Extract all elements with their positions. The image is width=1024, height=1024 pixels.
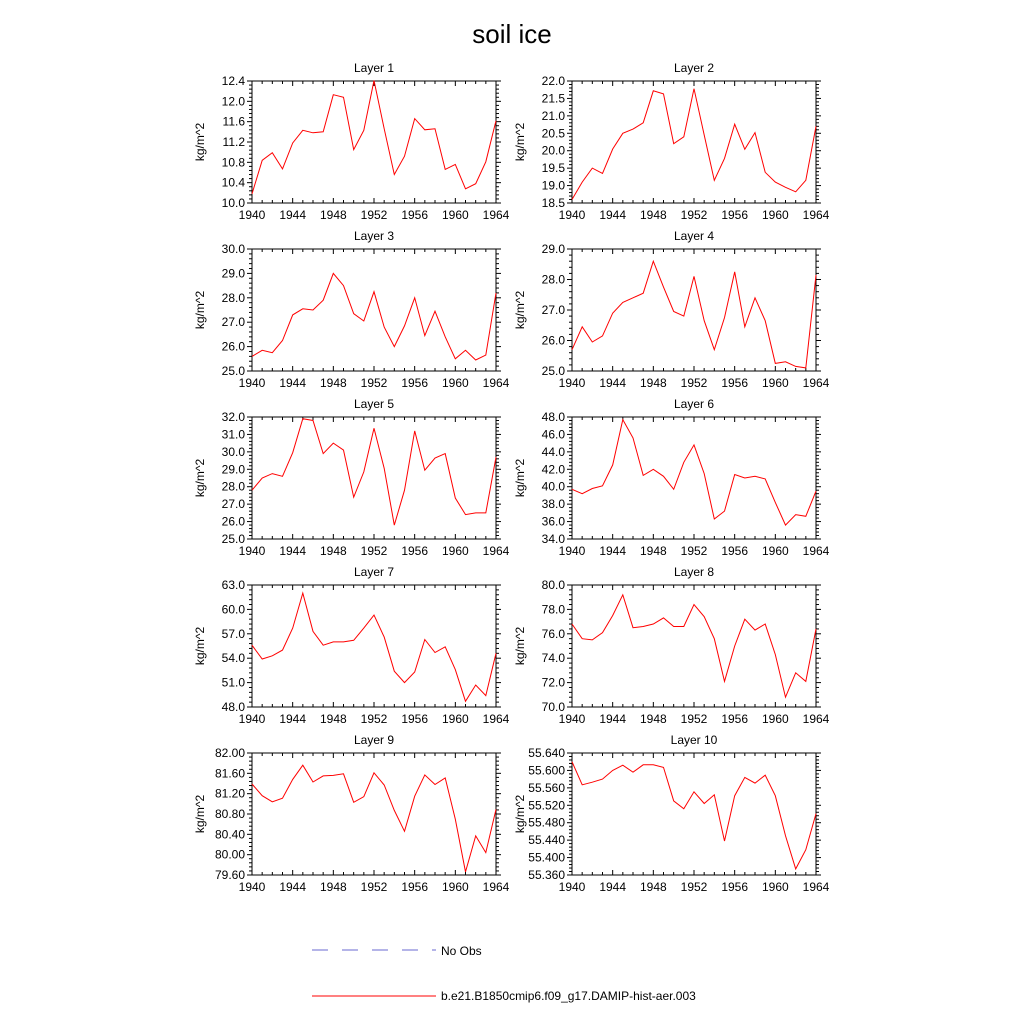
y-tick-label: 48.0: [221, 700, 245, 714]
series-line: [252, 593, 496, 701]
x-tick-label: 1948: [319, 544, 347, 558]
y-axis-label: kg/m^2: [513, 626, 527, 666]
y-tick-label: 25.0: [541, 364, 565, 378]
y-axis-label: kg/m^2: [513, 794, 527, 834]
y-tick-label: 60.0: [221, 602, 245, 617]
x-tick-label: 1944: [279, 880, 307, 894]
panel-title: Layer 10: [670, 733, 718, 747]
x-tick-label: 1956: [401, 208, 429, 222]
y-tick-label: 10.4: [221, 175, 245, 190]
y-tick-label: 72.0: [541, 675, 565, 690]
y-tick-label: 42.0: [541, 462, 565, 477]
legend-obs-label: No Obs: [441, 944, 482, 958]
x-tick-label: 1944: [599, 712, 627, 726]
x-tick-label: 1960: [441, 544, 469, 558]
x-tick-label: 1948: [639, 544, 667, 558]
y-axis-label: kg/m^2: [513, 122, 527, 162]
y-tick-label: 27.0: [221, 315, 245, 330]
y-tick-label: 80.40: [214, 827, 245, 842]
panel-title: Layer 1: [353, 61, 395, 75]
x-tick-label: 1948: [319, 880, 347, 894]
x-tick-label: 1952: [680, 376, 708, 390]
panel-layer-6: [513, 397, 830, 558]
y-tick-label: 25.0: [221, 532, 245, 546]
y-tick-label: 26.0: [221, 514, 245, 529]
y-axis-label: kg/m^2: [193, 626, 207, 666]
x-tick-label: 1956: [401, 712, 429, 726]
y-tick-label: 79.60: [214, 868, 245, 882]
y-tick-label: 80.0: [541, 578, 565, 592]
panel-layer-5: [193, 397, 510, 558]
y-tick-label: 54.0: [221, 651, 245, 666]
x-tick-label: 1944: [279, 208, 307, 222]
panel-layer-9: [193, 733, 510, 894]
x-tick-label: 1948: [639, 712, 667, 726]
x-tick-label: 1956: [401, 880, 429, 894]
x-tick-label: 1944: [599, 376, 627, 390]
y-tick-label: 12.4: [221, 74, 245, 88]
x-tick-label: 1960: [441, 208, 469, 222]
y-tick-label: 82.00: [214, 746, 245, 760]
x-tick-label: 1956: [721, 880, 749, 894]
y-tick-label: 44.0: [541, 444, 565, 459]
x-tick-label: 1956: [721, 376, 749, 390]
x-tick-label: 1952: [680, 544, 708, 558]
x-tick-label: 1964: [482, 712, 510, 726]
panel-title: Layer 2: [673, 61, 715, 75]
y-tick-label: 30.0: [221, 242, 245, 256]
series-line: [572, 89, 816, 200]
series-line: [252, 81, 496, 194]
y-tick-label: 57.0: [221, 626, 245, 641]
y-tick-label: 11.2: [222, 135, 245, 149]
panel-title: Layer 3: [353, 229, 395, 243]
panel-title: Layer 6: [673, 397, 715, 411]
y-tick-label: 11.6: [222, 114, 245, 129]
y-tick-label: 12.0: [221, 94, 245, 109]
panel-title: Layer 7: [353, 565, 395, 579]
x-tick-label: 1964: [802, 208, 830, 222]
x-tick-label: 1948: [639, 208, 667, 222]
panel-title: Layer 8: [673, 565, 715, 579]
plot-frame: [572, 753, 816, 875]
y-tick-label: 51.0: [221, 675, 245, 690]
y-tick-label: 26.0: [221, 339, 245, 354]
x-tick-label: 1952: [680, 712, 708, 726]
x-tick-label: 1956: [721, 712, 749, 726]
y-tick-label: 48.0: [541, 410, 565, 424]
plot-frame: [252, 81, 496, 203]
x-tick-label: 1948: [319, 376, 347, 390]
y-tick-label: 27.0: [221, 497, 245, 512]
y-tick-label: 29.0: [221, 266, 245, 281]
x-tick-label: 1956: [401, 376, 429, 390]
y-tick-label: 22.0: [541, 74, 565, 88]
x-tick-label: 1964: [482, 376, 510, 390]
x-tick-label: 1940: [238, 712, 266, 726]
y-tick-label: 40.0: [541, 479, 565, 494]
y-tick-label: 20.5: [541, 126, 565, 141]
y-tick-label: 10.0: [221, 196, 245, 210]
y-tick-label: 74.0: [541, 651, 565, 666]
panel-layer-7: [193, 565, 510, 726]
x-tick-label: 1952: [360, 544, 388, 558]
x-tick-label: 1952: [680, 208, 708, 222]
y-tick-label: 80.00: [214, 847, 245, 862]
y-tick-label: 21.0: [541, 108, 565, 123]
x-tick-label: 1956: [721, 208, 749, 222]
y-tick-label: 70.0: [541, 700, 565, 714]
x-tick-label: 1944: [599, 544, 627, 558]
series-line: [572, 762, 816, 869]
x-tick-label: 1964: [802, 376, 830, 390]
y-tick-label: 32.0: [221, 410, 245, 424]
y-tick-label: 55.640: [528, 746, 565, 760]
y-tick-label: 29.0: [221, 462, 245, 477]
series-line: [572, 261, 816, 368]
y-axis-label: kg/m^2: [513, 290, 527, 330]
y-tick-label: 34.0: [541, 532, 565, 546]
plot-frame: [572, 417, 816, 539]
x-tick-label: 1964: [482, 544, 510, 558]
panel-layer-10: [513, 733, 830, 894]
x-tick-label: 1940: [558, 208, 586, 222]
y-tick-label: 46.0: [541, 427, 565, 442]
plot-frame: [572, 249, 816, 371]
x-tick-label: 1964: [482, 880, 510, 894]
y-tick-label: 36.0: [541, 514, 565, 529]
x-tick-label: 1952: [360, 712, 388, 726]
plot-frame: [572, 585, 816, 707]
x-tick-label: 1964: [802, 544, 830, 558]
x-tick-label: 1948: [639, 376, 667, 390]
y-tick-label: 78.0: [541, 602, 565, 617]
x-tick-label: 1960: [761, 544, 789, 558]
x-tick-label: 1940: [238, 208, 266, 222]
panel-layer-1: [193, 61, 510, 222]
x-tick-label: 1964: [802, 712, 830, 726]
y-tick-label: 21.5: [541, 91, 565, 106]
y-axis-label: kg/m^2: [193, 290, 207, 330]
y-tick-label: 55.560: [528, 780, 565, 795]
panel-title: Layer 5: [353, 397, 395, 411]
y-tick-label: 55.600: [528, 763, 565, 778]
x-tick-label: 1952: [360, 376, 388, 390]
y-axis-label: kg/m^2: [193, 122, 207, 162]
plot-frame: [252, 585, 496, 707]
panel-grid: [193, 61, 830, 894]
y-tick-label: 10.8: [221, 155, 245, 170]
x-tick-label: 1956: [721, 544, 749, 558]
x-tick-label: 1960: [761, 880, 789, 894]
y-tick-label: 29.0: [541, 242, 565, 256]
y-tick-label: 28.0: [221, 479, 245, 494]
x-tick-label: 1940: [238, 880, 266, 894]
x-tick-label: 1940: [558, 880, 586, 894]
panel-layer-3: [193, 229, 510, 390]
x-tick-label: 1960: [761, 208, 789, 222]
x-tick-label: 1940: [238, 544, 266, 558]
y-axis-label: kg/m^2: [193, 794, 207, 834]
panel-title: Layer 9: [353, 733, 395, 747]
x-tick-label: 1944: [279, 712, 307, 726]
panel-layer-4: [513, 229, 830, 390]
series-line: [252, 765, 496, 872]
y-tick-label: 55.440: [528, 833, 565, 848]
x-tick-label: 1952: [360, 208, 388, 222]
plot-frame: [252, 417, 496, 539]
legend-model-label: b.e21.B1850cmip6.f09_g17.DAMIP-hist-aer.003: [441, 989, 696, 1003]
y-tick-label: 80.80: [214, 807, 245, 821]
series-line: [252, 419, 496, 525]
y-tick-label: 26.0: [541, 333, 565, 348]
x-tick-label: 1940: [238, 376, 266, 390]
x-tick-label: 1960: [441, 376, 469, 390]
panel-layer-2: [513, 61, 830, 222]
panel-title: Layer 4: [673, 229, 715, 243]
figure-title: soil ice: [472, 19, 552, 49]
x-tick-label: 1940: [558, 712, 586, 726]
y-tick-label: 28.0: [541, 272, 565, 287]
panel-layer-8: [513, 565, 830, 726]
y-tick-label: 38.0: [541, 497, 565, 512]
x-tick-label: 1964: [802, 880, 830, 894]
y-tick-label: 63.0: [221, 578, 245, 592]
y-tick-label: 20.0: [541, 143, 565, 158]
x-tick-label: 1940: [558, 376, 586, 390]
y-tick-label: 55.400: [528, 850, 565, 865]
x-tick-label: 1940: [558, 544, 586, 558]
y-tick-label: 76.0: [541, 626, 565, 641]
series-line: [572, 595, 816, 697]
y-tick-label: 19.5: [541, 161, 565, 176]
series-line: [252, 273, 496, 360]
x-tick-label: 1944: [279, 544, 307, 558]
x-tick-label: 1960: [441, 712, 469, 726]
x-tick-label: 1948: [319, 208, 347, 222]
x-tick-label: 1952: [360, 880, 388, 894]
x-tick-label: 1944: [279, 376, 307, 390]
y-tick-label: 81.60: [214, 766, 245, 781]
x-tick-label: 1944: [599, 880, 627, 894]
x-tick-label: 1944: [599, 208, 627, 222]
y-tick-label: 27.0: [541, 303, 565, 317]
x-tick-label: 1964: [482, 208, 510, 222]
y-tick-label: 19.0: [541, 178, 565, 193]
y-tick-label: 81.20: [214, 786, 245, 801]
x-tick-label: 1956: [401, 544, 429, 558]
y-tick-label: 25.0: [221, 364, 245, 378]
y-tick-label: 55.480: [528, 815, 565, 830]
plot-frame: [252, 249, 496, 371]
y-tick-label: 30.0: [221, 444, 245, 459]
x-tick-label: 1948: [639, 880, 667, 894]
legend: [312, 944, 696, 1003]
series-line: [572, 420, 816, 525]
y-tick-label: 55.520: [528, 798, 565, 813]
x-tick-label: 1952: [680, 880, 708, 894]
x-tick-label: 1960: [441, 880, 469, 894]
y-axis-label: kg/m^2: [513, 458, 527, 498]
y-tick-label: 28.0: [221, 290, 245, 305]
x-tick-label: 1948: [319, 712, 347, 726]
y-tick-label: 31.0: [221, 427, 245, 442]
plot-frame: [252, 753, 496, 875]
y-tick-label: 55.360: [528, 868, 565, 882]
x-tick-label: 1960: [761, 376, 789, 390]
y-tick-label: 18.5: [541, 196, 565, 210]
y-axis-label: kg/m^2: [193, 458, 207, 498]
x-tick-label: 1960: [761, 712, 789, 726]
